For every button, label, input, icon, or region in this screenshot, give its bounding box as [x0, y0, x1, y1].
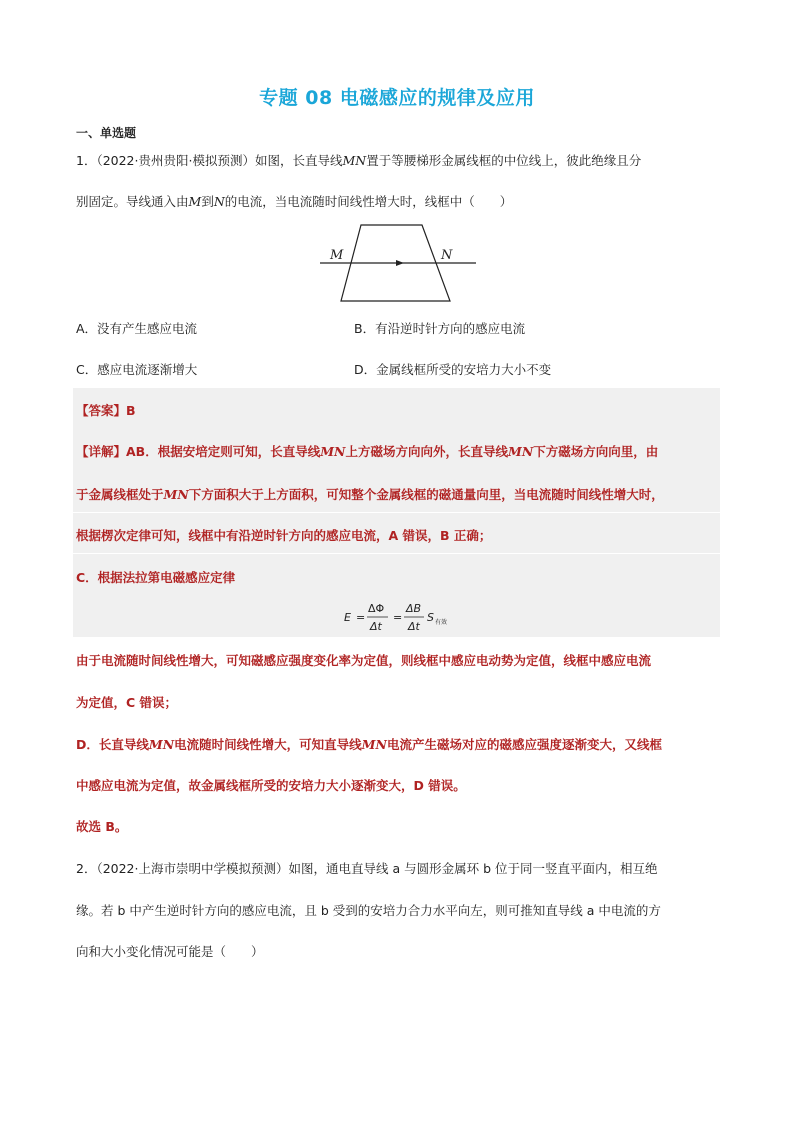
answer-box-divider [73, 512, 720, 513]
page-title: 专题 08 电磁感应的规律及应用 [259, 87, 535, 109]
answer-detail-line-1: 【详解】AB．根据安培定则可知，长直导线MN上方磁场方向向外，长直导线MN下方磁场方向向里，由 [76, 444, 659, 459]
answer-detail-line-4: C．根据法拉第电磁感应定律 [76, 570, 236, 585]
question-1-line-2: 别固定。导线通入由M到N的电流，当电流随时间线性增大时，线框中（ ） [76, 194, 513, 209]
label-n: N [441, 248, 453, 263]
option-b: B．有沿逆时针方向的感应电流 [354, 321, 526, 336]
formula-eq2: = [393, 611, 403, 624]
answer-detail-line-7: D．长直导线MN电流随时间线性增大，可知直导线MN电流产生磁场对应的磁感应强度逐渐变大，又线框 [76, 737, 662, 752]
answer-detail-line-2: 于金属线框处于MN下方面积大于上方面积，可知整个金属线框的磁通量向里，当电流随时间线性增大时， [76, 487, 664, 502]
formula-lhs: E [344, 611, 351, 624]
question-2-line-3: 向和大小变化情况可能是（ ） [76, 944, 264, 959]
option-d: D．金属线框所受的安培力大小不变 [354, 362, 552, 377]
option-a: A．没有产生感应电流 [76, 321, 198, 336]
label-m: M [330, 248, 344, 263]
answer-detail-line-8: 中感应电流为定值，故金属线框所受的安培力大小逐渐变大，D 错误。 [76, 778, 466, 793]
formula-sub: 有效 [435, 619, 448, 626]
answer-detail-line-6: 为定值，C 错误； [76, 695, 178, 710]
formula-s: S [427, 611, 434, 624]
section-heading: 一、单选题 [76, 126, 137, 140]
formula-den1: Δt [370, 620, 382, 633]
answer-detail-line-3: 根据楞次定律可知，线框中有沿逆时针方向的感应电流，A 错误，B 正确； [76, 528, 492, 543]
answer-label: 【答案】B [76, 403, 136, 418]
current-arrow [396, 260, 404, 266]
formula-eq: = [356, 611, 366, 624]
question-1-line-1: 1．（2022·贵州贵阳·模拟预测）如图，长直导线MN置于等腰梯形金属线框的中位线上，彼此绝缘且分 [76, 153, 642, 168]
formula-num2: ΔB [406, 602, 422, 615]
trapezoid-wire-figure [318, 222, 478, 306]
formula-den2: Δt [408, 620, 420, 633]
question-2-line-2: 缘。若 b 中产生逆时针方向的感应电流，且 b 受到的安培力合力水平向左，则可推知直导线 a 中电流的方 [76, 903, 661, 918]
formula-num1: ΔΦ [368, 602, 385, 615]
question-2-line-1: 2．（2022·上海市崇明中学模拟预测）如图，通电直导线 a 与圆形金属环 b 位于同一竖直平面内，相互绝 [76, 861, 658, 876]
answer-box-divider [73, 553, 720, 554]
answer-conclusion: 故选 B。 [76, 819, 128, 834]
option-c: C．感应电流逐渐增大 [76, 362, 198, 377]
faraday-formula [340, 599, 470, 635]
answer-detail-line-5: 由于电流随时间线性增大，可知磁感应强度变化率为定值，则线框中感应电动势为定值，线框中感应电流 [76, 653, 652, 668]
